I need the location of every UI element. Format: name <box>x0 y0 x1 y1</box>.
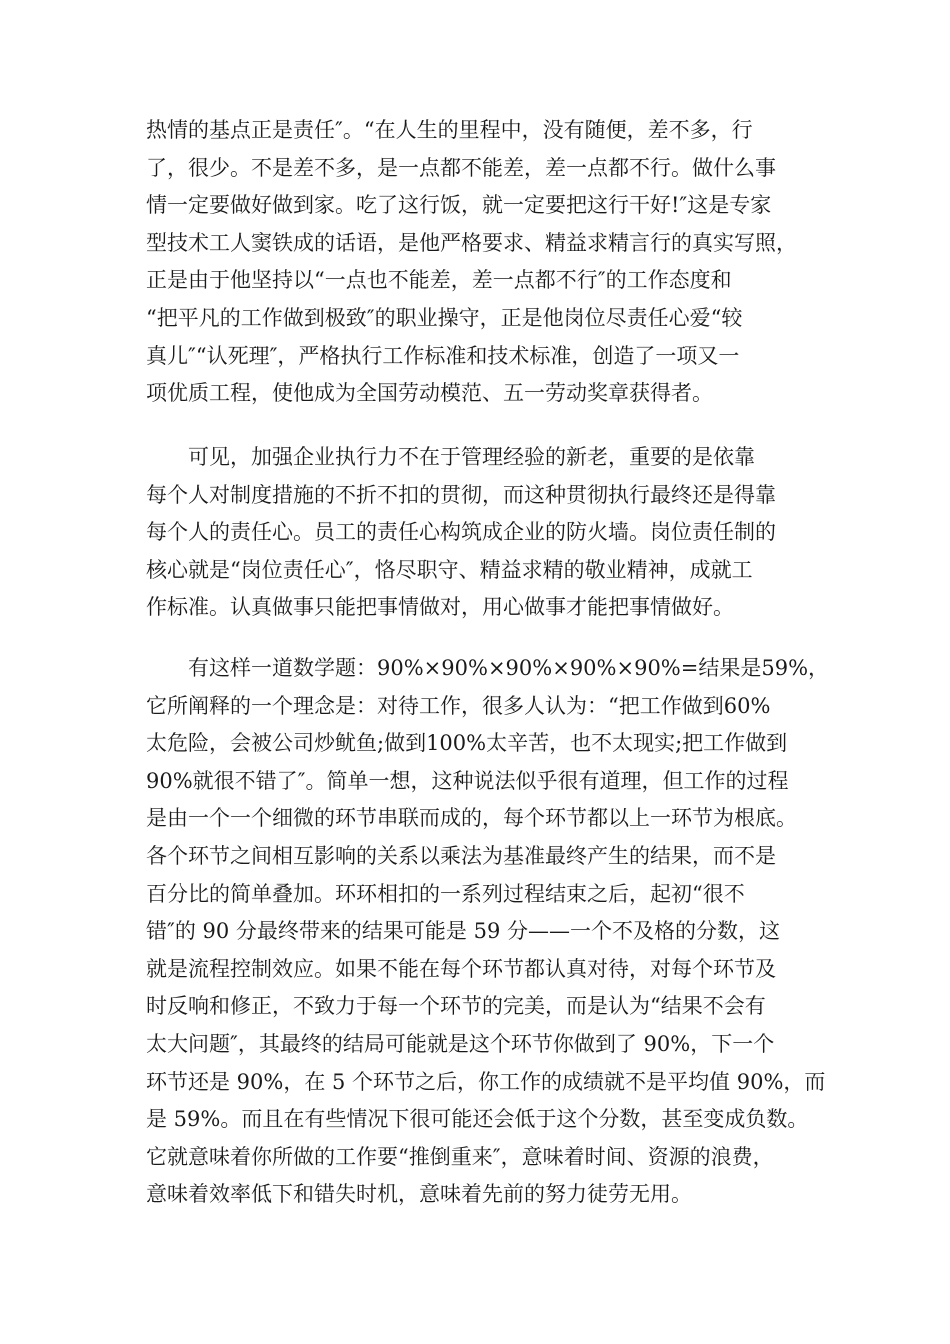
text-line: 是由一个一个细微的环节串联而成的，每个环节都以上一环节为根底。 <box>146 806 797 831</box>
text-line: 核心就是“岗位责任心″，恪尽职守、精益求精的敬业精神，成就工 <box>146 557 753 582</box>
text-line: 每个人的责任心。员工的责任心构筑成企业的防火墙。岗位责任制的 <box>146 520 776 545</box>
text-line: “把平凡的工作做到极致″的职业操守，正是他岗位尽责任心爱“较 <box>146 305 743 330</box>
text-line: 正是由于他坚持以“一点也不能差，差一点都不行″的工作态度和 <box>146 268 732 293</box>
text-line: 90%就很不错了″。简单一想，这种说法似乎很有道理，但工作的过程 <box>146 768 789 793</box>
text-line: 环节还是 90%，在 5 个环节之后，你工作的成绩就不是平均值 90%，而 <box>146 1069 826 1094</box>
paragraph-execution-responsibility <box>146 439 810 627</box>
paragraph-math-problem <box>146 650 830 1214</box>
text-line: 每个人对制度措施的不折不扣的贯彻，而这种贯彻执行最终还是得靠 <box>146 482 776 507</box>
text-line: 就是流程控制效应。如果不能在每个环节都认真对待，对每个环节及 <box>146 956 776 981</box>
text-line: 各个环节之间相互影响的关系以乘法为基准最终产生的结果，而不是 <box>146 843 776 868</box>
text-line: 时反响和修正，不致力于每一个环节的完美，而是认为“结果不会有 <box>146 994 766 1019</box>
text-line: 项优质工程，使他成为全国劳动模范、五一劳动奖章获得者。 <box>146 381 713 406</box>
text-line: 是 59%。而且在有些情况下很可能还会低于这个分数，甚至变成负数。 <box>146 1107 809 1132</box>
paragraph-responsibility-quote <box>146 112 810 413</box>
text-line: 意味着效率低下和错失时机，意味着先前的努力徒劳无用。 <box>146 1182 692 1207</box>
text-line: 真儿″“认死理″，严格执行工作标准和技术标准，创造了一项又一 <box>146 343 740 368</box>
text-line: 可见，加强企业执行力不在于管理经验的新老，重要的是依靠 <box>146 445 755 469</box>
text-line: 它就意味着你所做的工作要“推倒重来″，意味着时间、资源的浪费， <box>146 1144 774 1169</box>
text-line: 太大问题″，其最终的结局可能就是这个环节你做到了 90%，下一个 <box>146 1031 775 1056</box>
text-line: 作标准。认真做事只能把事情做对，用心做事才能把事情做好。 <box>146 595 734 620</box>
text-line: 百分比的简单叠加。环环相扣的一系列过程结束之后，起初“很不 <box>146 881 745 906</box>
text-line: 型技术工人窦铁成的话语，是他严格要求、精益求精言行的真实写照， <box>146 230 797 255</box>
text-line: 它所阐释的一个理念是：对待工作，很多人认为：“把工作做到60% <box>146 693 771 718</box>
text-line: 情一定要做好做到家。吃了这行饭，就一定要把这行干好!″这是专家 <box>146 193 772 218</box>
text-line: 太危险，会被公司炒鱿鱼;做到100%太辛苦，也不太现实;把工作做到 <box>146 731 788 756</box>
text-line: 了，很少。不是差不多，是一点都不能差，差一点都不行。做什么事 <box>146 155 776 180</box>
text-line: 热情的基点正是责任″。“在人生的里程中，没有随便，差不多，行 <box>146 118 753 142</box>
text-line: 错″的 90 分最终带来的结果可能是 59 分——一个不及格的分数，这 <box>146 919 780 944</box>
text-line: 有这样一道数学题：90%×90%×90%×90%×90%=结果是59%， <box>146 656 830 680</box>
